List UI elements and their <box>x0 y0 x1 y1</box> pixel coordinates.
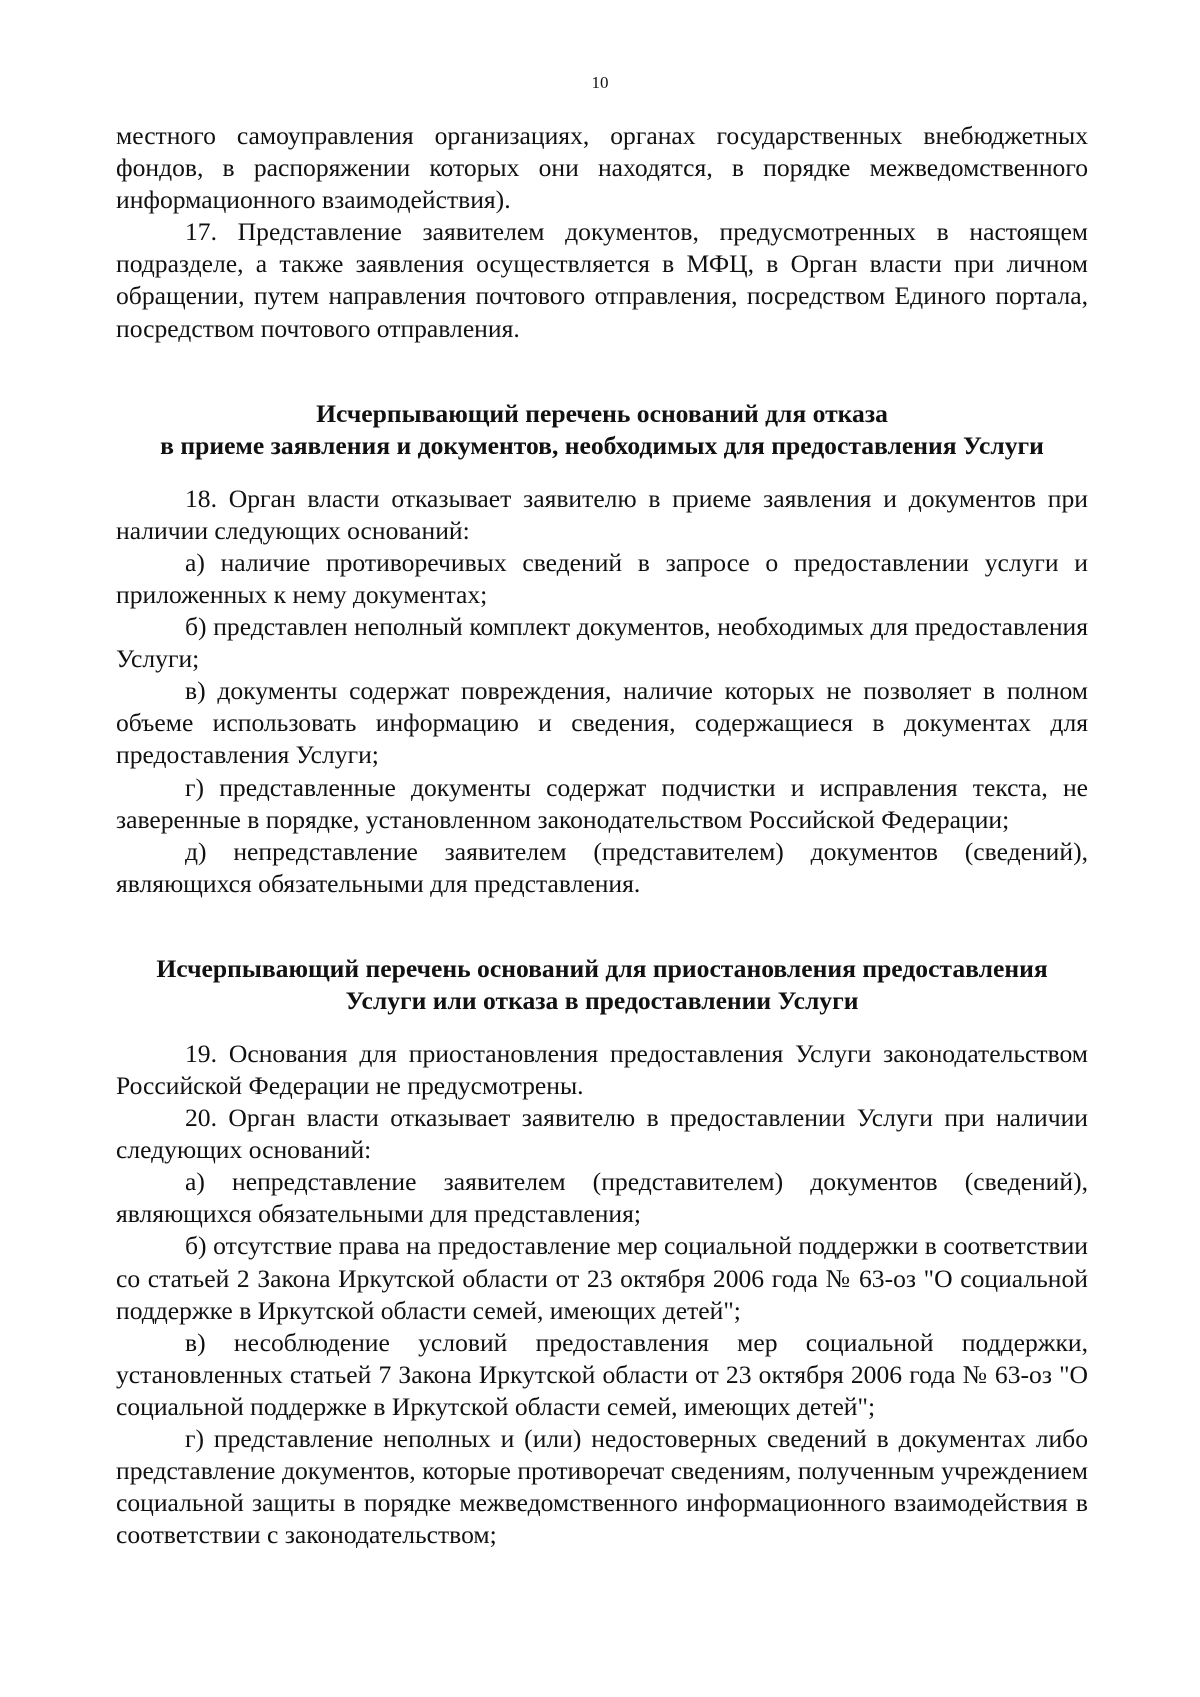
page-number: 10 <box>591 73 609 92</box>
list-item: д) непредставление заявителем (представителем) документов (сведений), являющихся обязательными для представления. <box>116 836 1088 898</box>
section-title-line: в приеме заявления и документов, необходимых для предоставления Услуги <box>160 430 1044 460</box>
paragraph-18: 18. Орган власти отказывает заявителю в приеме заявления и документов при наличии следующих оснований: <box>116 483 1088 545</box>
list-item: в) документы содержат повреждения, наличие которых не позволяет в полном объеме использовать информацию и сведения, содержащиеся в документах для предоставления Услуги; <box>116 676 1088 770</box>
paragraph-19: 19. Основания для приостановления предоставления Услуги законодательством Российской Федерации не предусмотрены. <box>116 1038 1088 1100</box>
paragraph-20: 20. Орган власти отказывает заявителю в предоставлении Услуги при наличии следующих оснований: <box>116 1103 1088 1165</box>
list-item: б) отсутствие права на предоставление мер социальной поддержки в соответствии со статьей 2 Закона Иркутской области от 23 октября 2006 года № 63-оз "О социальной поддержке в Иркутской области семей, имеющих детей"; <box>116 1231 1088 1325</box>
list-item: в) несоблюдение условий предоставления мер социальной поддержки, установленных статьей 7 Закона Иркутской области от 23 октября 2006 года № 63-оз "О социальной поддержке в Иркутской области семей, имеющих детей"; <box>116 1327 1088 1421</box>
section-title-line: Исчерпывающий перечень оснований для приостановления предоставления <box>156 953 1048 983</box>
section-title-suspension-refusal <box>116 953 1088 1017</box>
list-item: г) представление неполных и (или) недостоверных сведений в документах либо представление документов, которые противоречат сведениям, полученным учреждением социальной защиты в порядке межведомственного информационного взаимодействия в соответствии с законодательством; <box>116 1424 1088 1550</box>
intro-continuation: местного самоуправления организациях, органах государственных внебюджетных фондов, в распоряжении которых они находятся, в порядке межведомственного информационного взаимодействия). <box>116 121 1088 215</box>
paragraph-17: 17. Представление заявителем документов, предусмотренных в настоящем подразделе, а также заявления осуществляется в МФЦ, в Орган власти при личном обращении, путем направления почтового отправления, посредством Единого портала, посредством почтового отправления. <box>116 217 1088 343</box>
document-body <box>116 120 1088 1551</box>
list-item: а) наличие противоречивых сведений в запросе о предоставлении услуги и приложенных к нему документах; <box>116 547 1088 609</box>
section-title-line: Услуги или отказа в предоставлении Услуги <box>345 985 859 1015</box>
section-title-line: Исчерпывающий перечень оснований для отказа <box>316 398 888 428</box>
section-title-refusal-acceptance <box>116 398 1088 462</box>
list-item: г) представленные документы содержат подчистки и исправления текста, не заверенные в порядке, установленном законодательством Российской Федерации; <box>116 772 1088 834</box>
list-item: а) непредставление заявителем (представителем) документов (сведений), являющихся обязательными для представления; <box>116 1167 1088 1229</box>
list-item: б) представлен неполный комплект документов, необходимых для предоставления Услуги; <box>116 612 1088 674</box>
